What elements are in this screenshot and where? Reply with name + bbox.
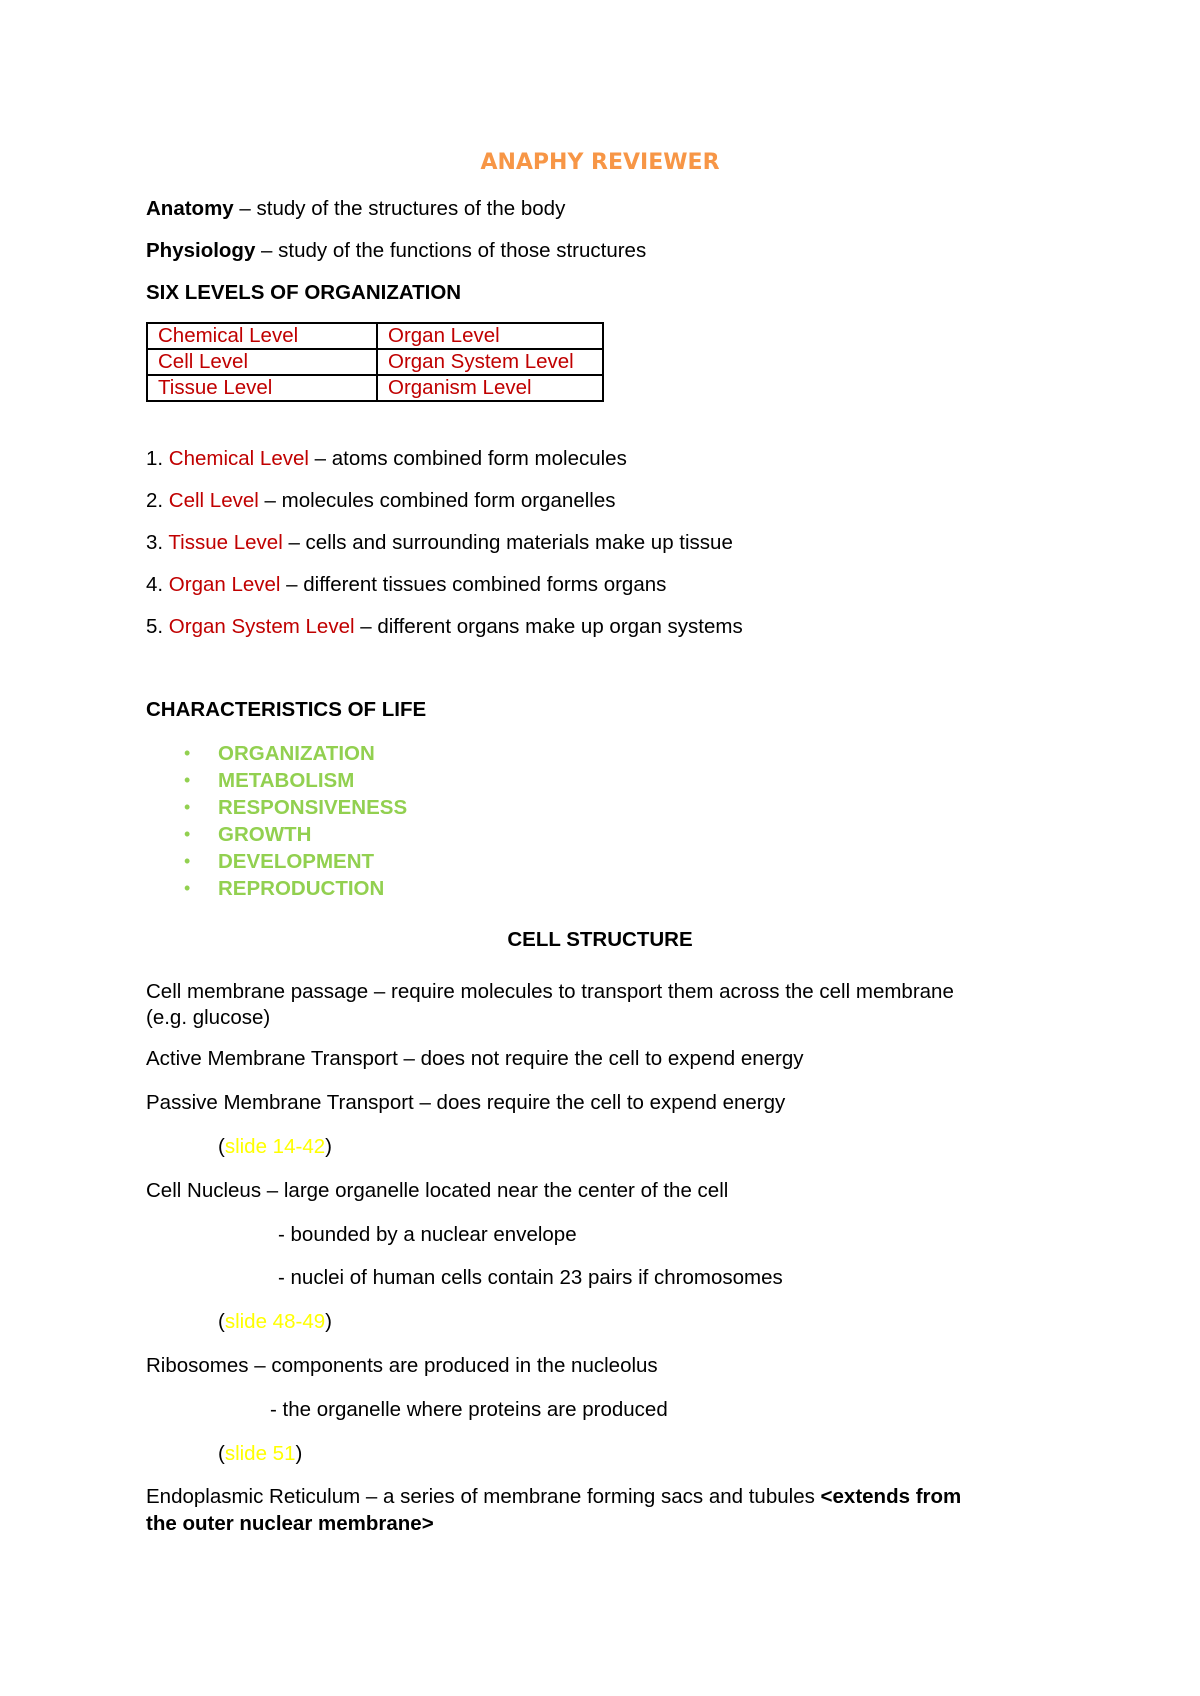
- level-item: [146, 572, 666, 598]
- slide-ref: slide 51: [224, 1442, 296, 1465]
- level-description: – cells and surrounding materials make up tissue: [282, 531, 733, 554]
- definition-anatomy: [146, 196, 565, 222]
- bullet-icon: •: [184, 851, 191, 871]
- level-number: 2.: [146, 489, 169, 512]
- table-cell: Organ System Level: [377, 349, 603, 375]
- level-number: 5.: [146, 615, 169, 638]
- level-item: [146, 614, 743, 640]
- endoplasmic-reticulum-line1: [146, 1484, 961, 1510]
- ribosomes: Ribosomes – components are produced in the nucleolus: [146, 1354, 658, 1377]
- slide-reference: [218, 1441, 302, 1467]
- slide-reference: [218, 1134, 332, 1160]
- nucleus-sub2: - nuclei of human cells contain 23 pairs if chromosomes: [278, 1266, 783, 1289]
- level-item: [146, 488, 615, 514]
- active-transport: Active Membrane Transport – does not require the cell to expend energy: [146, 1047, 804, 1070]
- definition-text: – study of the functions of those structures: [255, 239, 647, 262]
- level-name: Organ System Level: [168, 615, 355, 638]
- characteristic-label: DEVELOPMENT: [218, 850, 375, 873]
- level-name: Chemical Level: [168, 447, 309, 470]
- six-levels-heading: SIX LEVELS OF ORGANIZATION: [146, 281, 462, 304]
- cell-nucleus: Cell Nucleus – large organelle located near the center of the cell: [146, 1179, 729, 1202]
- slide-ref: slide 48-49: [224, 1310, 326, 1333]
- paren: (: [218, 1310, 225, 1333]
- level-number: 4.: [146, 573, 169, 596]
- characteristics-heading: CHARACTERISTICS OF LIFE: [146, 698, 427, 721]
- endoplasmic-reticulum-line2: the outer nuclear membrane>: [146, 1512, 434, 1535]
- definition-term: Anatomy: [146, 197, 234, 220]
- document-title: ANAPHY REVIEWER: [480, 150, 720, 175]
- bullet-icon: •: [184, 824, 191, 844]
- slide-reference: [218, 1309, 332, 1335]
- level-description: – molecules combined form organelles: [258, 489, 616, 512]
- cell-structure-heading: CELL STRUCTURE: [507, 928, 693, 951]
- table-cell: Organ Level: [377, 323, 603, 349]
- definition-physiology: [146, 238, 646, 264]
- table-cell: Cell Level: [147, 349, 377, 375]
- level-description: – atoms combined form molecules: [308, 447, 627, 470]
- bullet-icon: •: [184, 743, 191, 763]
- levels-table: [146, 322, 604, 402]
- ribosomes-sub: - the organelle where proteins are produced: [270, 1398, 668, 1421]
- level-number: 1.: [146, 447, 169, 470]
- characteristic-label: REPRODUCTION: [218, 877, 385, 900]
- table-cell: Organism Level: [377, 375, 603, 401]
- characteristic-label: ORGANIZATION: [218, 742, 375, 765]
- table-row: [147, 375, 603, 401]
- level-name: Tissue Level: [168, 531, 283, 554]
- level-name: Organ Level: [168, 573, 281, 596]
- table-cell: Tissue Level: [147, 375, 377, 401]
- cell-passage-line1: Cell membrane passage – require molecules to transport them across the cell membrane: [146, 980, 954, 1003]
- level-item: [146, 530, 733, 556]
- bullet-icon: •: [184, 878, 191, 898]
- paren: ): [295, 1442, 303, 1465]
- definition-term: Physiology: [146, 239, 256, 262]
- passive-transport: Passive Membrane Transport – does require the cell to expend energy: [146, 1091, 786, 1114]
- er-bold: <extends from: [820, 1485, 962, 1508]
- characteristic-label: GROWTH: [218, 823, 312, 846]
- bullet-icon: •: [184, 770, 191, 790]
- characteristic-label: RESPONSIVENESS: [218, 796, 408, 819]
- paren: (: [218, 1442, 225, 1465]
- paren: ): [325, 1310, 332, 1333]
- level-item: [146, 446, 627, 472]
- nucleus-sub1: - bounded by a nuclear envelope: [278, 1223, 577, 1246]
- level-description: – different organs make up organ systems: [354, 615, 743, 638]
- slide-ref: slide 14-42: [224, 1135, 326, 1158]
- cell-passage-line2: (e.g. glucose): [146, 1006, 271, 1029]
- level-number: 3.: [146, 531, 169, 554]
- table-row: [147, 349, 603, 375]
- er-text: Endoplasmic Reticulum – a series of membrane forming sacs and tubules: [146, 1485, 821, 1508]
- table-row: [147, 323, 603, 349]
- level-description: – different tissues combined forms organs: [280, 573, 667, 596]
- level-name: Cell Level: [168, 489, 259, 512]
- table-cell: Chemical Level: [147, 323, 377, 349]
- bullet-icon: •: [184, 797, 191, 817]
- definition-text: – study of the structures of the body: [233, 197, 566, 220]
- characteristic-label: METABOLISM: [218, 769, 355, 792]
- paren: ): [325, 1135, 332, 1158]
- paren: (: [218, 1135, 225, 1158]
